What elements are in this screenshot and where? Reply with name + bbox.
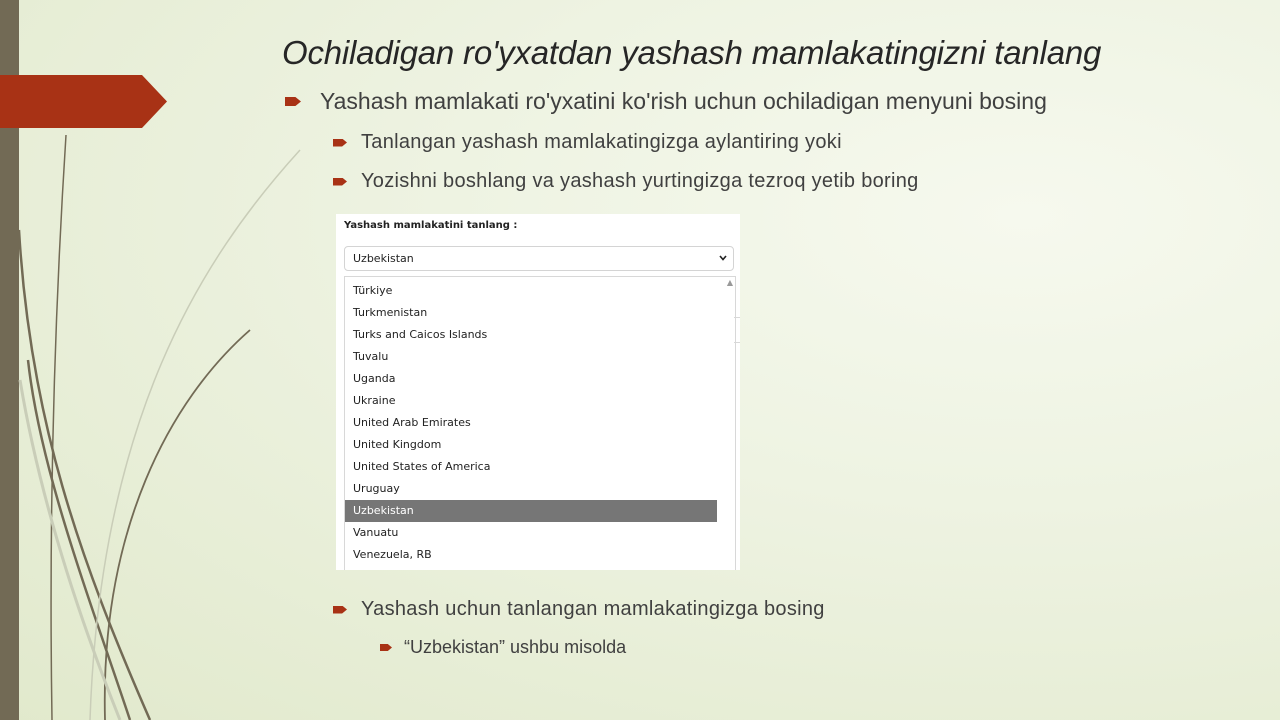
- option-usa[interactable]: United States of America: [353, 460, 491, 473]
- bullet-type: [333, 170, 919, 193]
- bullet-text: Yozishni boshlang va yashash yurtingizga tezroq yetib boring: [361, 170, 919, 192]
- options-scrollbar[interactable]: [723, 277, 735, 570]
- country-options-list[interactable]: [344, 276, 736, 570]
- option-venezuela[interactable]: Venezuela, RB: [353, 548, 432, 561]
- option-uae[interactable]: United Arab Emirates: [353, 416, 471, 429]
- bullet-text: Yashash uchun tanlangan mamlakatingizga bosing: [361, 598, 825, 620]
- option-vanuatu[interactable]: Vanuatu: [353, 526, 399, 539]
- chevron-down-icon: [719, 253, 727, 264]
- option-ukraine[interactable]: Ukraine: [353, 394, 396, 407]
- bullet-arrow-icon: [333, 139, 347, 147]
- bullet-arrow-icon: [285, 97, 301, 106]
- bullet-scroll: [333, 131, 842, 154]
- arrow-banner-decoration: [0, 75, 167, 128]
- slide-title: Ochiladigan ro'yxatdan yashash mamlakatingizni tanlang: [282, 34, 1102, 71]
- country-select-screenshot: [336, 214, 740, 570]
- option-uganda[interactable]: Uganda: [353, 372, 396, 385]
- bullet-text: Yashash mamlakati ro'yxatini ko'rish uchun ochiladigan menyuni bosing: [320, 88, 1047, 114]
- country-select-value: Uzbekistan: [353, 252, 414, 265]
- scroll-up-arrow-icon[interactable]: ▲: [726, 278, 733, 287]
- option-tuvalu[interactable]: Tuvalu: [353, 350, 389, 363]
- bullet-arrow-icon: [333, 178, 347, 186]
- divider: [734, 317, 740, 318]
- option-uruguay[interactable]: Uruguay: [353, 482, 400, 495]
- option-turkiye[interactable]: Türkiye: [353, 284, 393, 297]
- country-select-label: Yashash mamlakatini tanlang :: [344, 220, 518, 231]
- option-turkmenistan[interactable]: Turkmenistan: [353, 306, 428, 319]
- bullet-arrow-icon: [333, 606, 347, 614]
- bullet-click-country: [333, 598, 825, 621]
- country-select[interactable]: [344, 246, 734, 271]
- bullet-text: “Uzbekistan” ushbu misolda: [404, 637, 627, 657]
- bullet-example: [380, 637, 626, 658]
- option-turks-caicos[interactable]: Turks and Caicos Islands: [353, 328, 488, 341]
- bullet-text: Tanlangan yashash mamlakatingizga aylantiring yoki: [361, 131, 842, 153]
- bullet-arrow-icon: [380, 644, 392, 651]
- option-uzbekistan-selected[interactable]: Uzbekistan: [345, 500, 717, 522]
- divider: [734, 342, 740, 343]
- bullet-open-dropdown: [285, 88, 1047, 115]
- option-united-kingdom[interactable]: United Kingdom: [353, 438, 442, 451]
